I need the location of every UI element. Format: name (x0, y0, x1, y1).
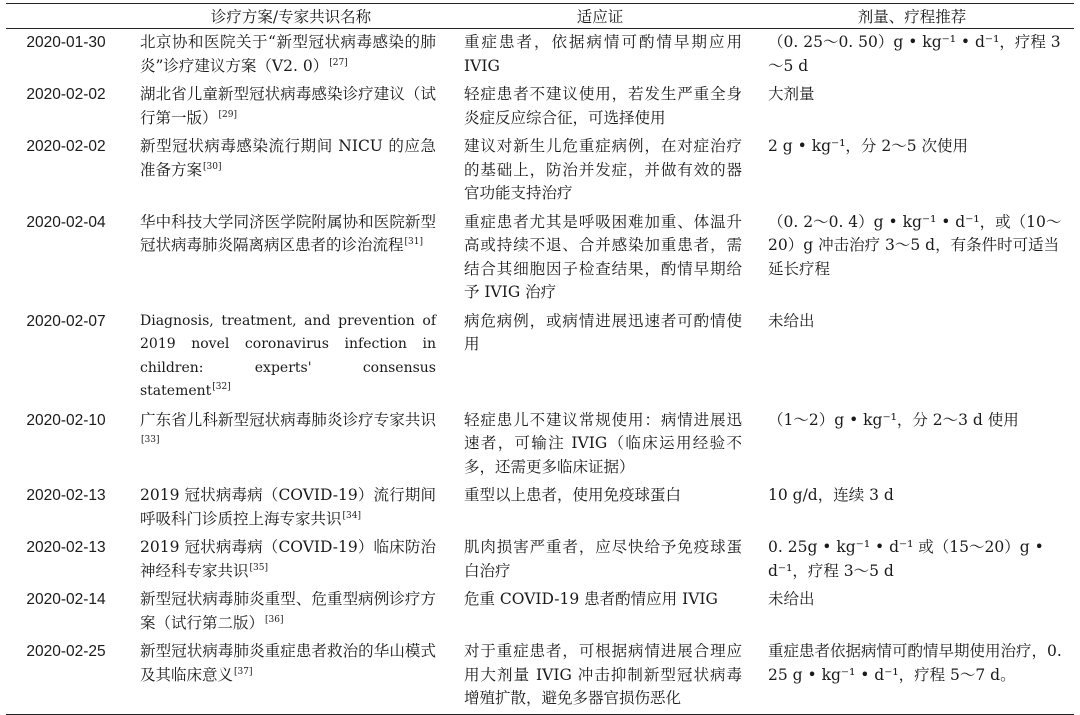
header-date (6, 4, 132, 29)
title-text: 华中科技大学同济医学院附属协和医院新型冠状病毒肺炎隔离病区患者的诊治流程 (140, 212, 436, 254)
cell-indication: 肌肉损害严重者，应尽快给予免疫球蛋白治疗 (464, 538, 742, 580)
title-text: Diagnosis, treatment, and prevention of 2019 novel coronavirus infection in children: experts' consensus statement (140, 312, 436, 399)
cell-indication: 重症患者尤其是呼吸困难加重、体温升高或持续不退、合并感染加重患者，需结合其细胞因子检查结果，酌情早期给予 IVIG 治疗 (464, 212, 742, 301)
cell-title (132, 534, 450, 586)
cell-dose: 未给出 (768, 590, 815, 608)
table-row (6, 29, 1074, 82)
reference-marker: [31] (404, 237, 423, 247)
cell-title (132, 482, 450, 534)
cell-date: 2020-02-07 (26, 312, 106, 330)
title-text: 新型冠状病毒感染流行期间 NICU 的应急准备方案 (140, 137, 436, 179)
reference-marker: [27] (329, 57, 348, 68)
cell-indication: 轻症患儿不建议常规使用：病情进展迅速者，可输注 IVIG（临床运用经验不多，还需更多临床证据） (464, 410, 742, 476)
cell-indication: 轻症患者不建议使用，若发生严重全身炎症反应综合征，可选择使用 (464, 85, 742, 127)
cell-title (132, 133, 450, 209)
cell-date: 2020-02-13 (26, 539, 106, 556)
title-text: 新型冠状病毒肺炎重症患者救治的华山模式及其临床意义 (140, 642, 436, 684)
ivig-recommendation-table (6, 3, 1074, 715)
title-text: 2019 冠状病毒病（COVID-19）临床防治神经科专家共识 (140, 538, 436, 580)
cell-indication: 重症患者，依据病情可酌情早期应用IVIG (464, 33, 742, 75)
cell-date: 2020-02-04 (26, 213, 106, 231)
cell-date: 2020-02-25 (26, 643, 106, 660)
cell-indication: 危重 COVID-19 患者酌情应用 IVIG (464, 590, 718, 608)
table-row (6, 482, 1074, 534)
cell-dose: （1～2）g • kg⁻¹，分 2～3 d 使用 (768, 410, 1019, 429)
cell-title (132, 29, 450, 82)
table-row (6, 308, 1074, 407)
cell-date: 2020-01-30 (26, 34, 106, 51)
cell-date: 2020-02-10 (26, 411, 106, 429)
cell-dose: 大剂量 (768, 85, 815, 103)
table-row (6, 133, 1074, 209)
cell-dose: 10 g/d，连续 3 d (768, 486, 894, 504)
reference-marker: [29] (218, 109, 237, 120)
table-row (6, 81, 1074, 133)
cell-indication: 对于重症患者，可根据病情进展合理应用大剂量 IVIG 冲击抑制新型冠状病毒增殖扩散，避免多器官损伤恶化 (464, 642, 742, 707)
table-header-row (6, 4, 1074, 29)
cell-indication: 病危病例，或病情进展迅速者可酌情使用 (464, 311, 742, 353)
table-row (6, 638, 1074, 714)
cell-date: 2020-02-14 (26, 591, 106, 608)
cell-dose: （0. 25～0. 50）g • kg⁻¹ • d⁻¹，疗程 3～5 d (768, 33, 1061, 75)
reference-marker: [32] (212, 382, 231, 392)
cell-title (132, 209, 450, 308)
reference-marker: [30] (203, 161, 222, 172)
reference-marker: [36] (265, 614, 284, 625)
reference-marker: [37] (234, 666, 253, 677)
table-row (6, 407, 1074, 483)
header-indication: 适应证 (576, 8, 624, 26)
cell-title (132, 638, 450, 714)
header-dose: 剂量、疗程推荐 (857, 8, 967, 26)
cell-indication: 建议对新生儿危重症病例，在对症治疗的基础上，防治并发症，并做有效的器官功能支持治疗 (464, 137, 742, 202)
header-title: 诊疗方案/专家共识名称 (210, 8, 372, 26)
cell-date: 2020-02-13 (26, 487, 106, 504)
cell-title (132, 407, 450, 483)
table-row (6, 586, 1074, 638)
cell-date: 2020-02-02 (26, 138, 106, 155)
title-text: 新型冠状病毒肺炎重型、危重型病例诊疗方案（试行第二版） (140, 590, 436, 632)
title-text: 湖北省儿童新型冠状病毒感染诊疗建议（试行第一版） (140, 85, 436, 127)
title-text: 广东省儿科新型冠状病毒肺炎诊疗专家共识 (140, 410, 436, 429)
cell-indication: 重型以上患者，使用免疫球蛋白 (464, 486, 682, 504)
table-row (6, 534, 1074, 586)
cell-dose: （0. 2～0. 4）g • kg⁻¹ • d⁻¹，或（10～20）g 冲击治疗 3～5 d，有条件时可适当延长疗程 (768, 212, 1062, 278)
reference-marker: [34] (342, 510, 361, 521)
reference-marker: [33] (141, 435, 160, 445)
cell-dose: 重症患者依据病情可酌情早期使用治疗，0. 25 g • kg⁻¹ • d⁻¹，疗程 5～7 d。 (768, 642, 1062, 684)
reference-marker: [35] (249, 562, 268, 573)
title-text: 北京协和医院关于“新型冠状病毒感染的肺炎”诊疗建议方案（V2. 0） (140, 33, 436, 75)
cell-title (132, 308, 450, 407)
cell-dose: 2 g • kg⁻¹，分 2～5 次使用 (768, 137, 968, 155)
cell-date: 2020-02-02 (26, 86, 106, 103)
cell-title (132, 586, 450, 638)
cell-title (132, 81, 450, 133)
cell-dose: 0. 25g • kg⁻¹ • d⁻¹ 或（15～20）g • d⁻¹，疗程 3～5 d (768, 538, 1044, 580)
title-text: 2019 冠状病毒病（COVID-19）流行期间呼吸科门诊质控上海专家共识 (140, 486, 436, 528)
cell-dose: 未给出 (768, 311, 815, 330)
table-row (6, 209, 1074, 308)
